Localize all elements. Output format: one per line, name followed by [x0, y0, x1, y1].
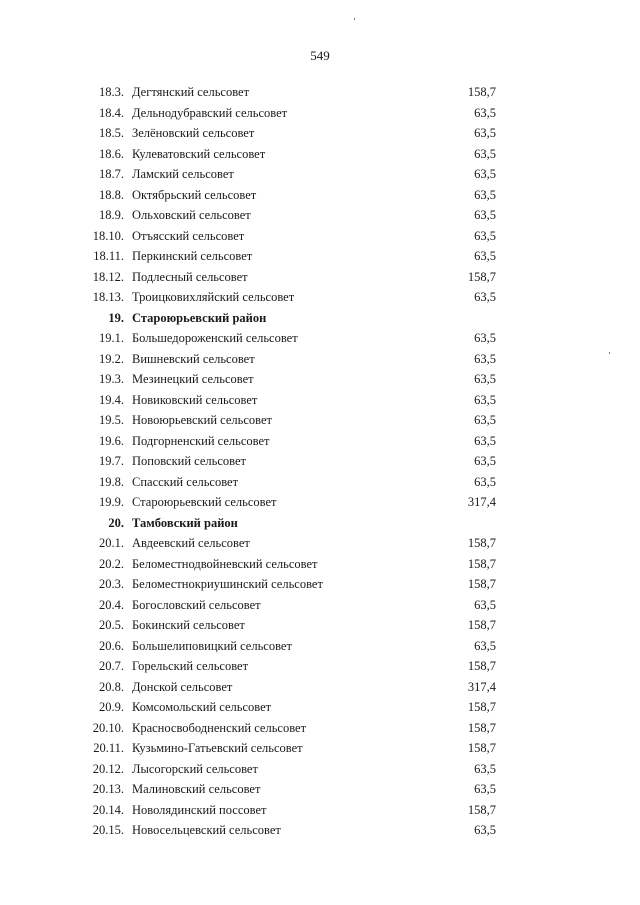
- district-name: Тамбовский район: [132, 515, 238, 530]
- scan-speck: [354, 18, 355, 20]
- list-row: [0, 82, 640, 103]
- district-header-row: [0, 308, 640, 329]
- settlement-name: Бокинский сельсовет: [132, 618, 245, 632]
- row-number: 20.10.: [92, 720, 124, 735]
- settlement-name: Вишневский сельсовет: [132, 351, 255, 366]
- settlement-name: Подлесный сельсовет: [132, 269, 248, 284]
- settlement-name: Кулеватовский сельсовет: [132, 146, 266, 161]
- list-row: [0, 123, 640, 144]
- list-row: [0, 144, 640, 165]
- settlement-name: Ламский сельсовет: [132, 167, 234, 181]
- settlement-name: Ольховский сельсовет: [132, 208, 251, 222]
- settlement-name: Дегтянский сельсовет: [132, 85, 250, 99]
- list-row: [0, 103, 640, 124]
- allocation-value: 63,5: [474, 290, 496, 304]
- scan-speck: [609, 352, 610, 354]
- settlement-name: Мезинецкий сельсовет: [132, 372, 254, 386]
- row-number: 20.: [108, 515, 124, 530]
- settlement-name: Новоюрьевский сельсовет: [132, 413, 272, 427]
- row-number: 19.9.: [99, 495, 124, 509]
- row-number: 19.3.: [99, 372, 124, 386]
- row-number: 18.13.: [92, 290, 124, 304]
- row-number: 19.7.: [99, 454, 124, 468]
- list-row: [0, 759, 640, 780]
- allocation-value: 63,5: [474, 433, 496, 448]
- list-row: [0, 369, 640, 390]
- row-number: 19.2.: [99, 351, 124, 366]
- list-row: [0, 718, 640, 739]
- allocation-value: 158,7: [467, 720, 496, 735]
- settlement-name: Лысогорский сельсовет: [132, 761, 258, 776]
- allocation-value: 317,4: [467, 679, 496, 694]
- allocation-value: 158,7: [467, 85, 496, 99]
- row-number: 18.12.: [92, 269, 124, 284]
- list-row: [0, 615, 640, 636]
- row-number: 19.: [108, 310, 124, 325]
- allocation-value: 63,5: [474, 228, 496, 243]
- row-number: 19.6.: [99, 433, 124, 448]
- list-row: [0, 554, 640, 575]
- settlement-name: Новолядинский поссовет: [132, 802, 267, 817]
- allocation-value: 63,5: [474, 454, 496, 468]
- row-number: 20.7.: [99, 659, 124, 673]
- settlement-name: Красносвободненский сельсовет: [132, 720, 307, 735]
- list-row: [0, 533, 640, 554]
- row-number: 18.11.: [93, 249, 124, 263]
- list-row: [0, 349, 640, 370]
- allocation-value: 158,7: [467, 577, 496, 591]
- settlement-name: Новиковский сельсовет: [132, 392, 258, 407]
- list-row: [0, 800, 640, 821]
- allocation-value: 63,5: [474, 208, 496, 222]
- list-row: [0, 779, 640, 800]
- allocation-value: 63,5: [474, 249, 496, 263]
- row-number: 20.4.: [99, 597, 124, 612]
- row-number: 20.6.: [99, 638, 124, 653]
- list-row: [0, 820, 640, 841]
- row-number: 18.7.: [99, 167, 124, 181]
- allocation-value: 158,7: [467, 659, 496, 673]
- settlement-name: Беломестнодвойневский сельсовет: [132, 556, 318, 571]
- row-number: 18.3.: [99, 85, 124, 99]
- allocation-value: 63,5: [474, 372, 496, 386]
- row-number: 20.14.: [92, 802, 124, 817]
- list-row: [0, 595, 640, 616]
- settlement-name: Горельский сельсовет: [132, 659, 249, 673]
- allocation-value: 158,7: [467, 700, 496, 714]
- row-number: 20.11.: [93, 741, 124, 755]
- settlement-name: Зелёновский сельсовет: [132, 126, 255, 140]
- allocation-value: 63,5: [474, 782, 496, 796]
- allocation-value: 63,5: [474, 597, 496, 612]
- allocation-value: 63,5: [474, 105, 496, 120]
- settlement-name: Новосельцевский сельсовет: [132, 823, 281, 837]
- list-row: [0, 451, 640, 472]
- allocation-value: 158,7: [467, 802, 496, 817]
- allocation-value: 63,5: [474, 146, 496, 161]
- settlement-name: Донской сельсовет: [132, 679, 233, 694]
- settlement-name: Большелиповицкий сельсовет: [132, 638, 292, 653]
- allocation-value: 63,5: [474, 761, 496, 776]
- list-row: [0, 328, 640, 349]
- list-row: [0, 738, 640, 759]
- allocation-value: 63,5: [474, 474, 496, 489]
- list-row: [0, 492, 640, 513]
- list-row: [0, 472, 640, 493]
- list-row: [0, 431, 640, 452]
- allocation-list: [0, 82, 640, 841]
- list-row: [0, 410, 640, 431]
- row-number: 19.5.: [99, 413, 124, 427]
- settlement-name: Перкинский сельсовет: [132, 249, 253, 263]
- allocation-value: 63,5: [474, 187, 496, 202]
- settlement-name: Староюрьевский сельсовет: [132, 495, 277, 509]
- settlement-name: Отъясский сельсовет: [132, 228, 245, 243]
- settlement-name: Авдеевский сельсовет: [132, 536, 250, 550]
- row-number: 20.8.: [99, 679, 124, 694]
- row-number: 19.8.: [99, 474, 124, 489]
- allocation-value: 63,5: [474, 331, 496, 345]
- row-number: 18.5.: [99, 126, 124, 140]
- list-row: [0, 390, 640, 411]
- row-number: 20.2.: [99, 556, 124, 571]
- list-row: [0, 677, 640, 698]
- row-number: 19.4.: [99, 392, 124, 407]
- row-number: 18.4.: [99, 105, 124, 120]
- list-row: [0, 636, 640, 657]
- allocation-value: 63,5: [474, 167, 496, 181]
- row-number: 18.10.: [92, 228, 124, 243]
- row-number: 18.9.: [99, 208, 124, 222]
- settlement-name: Малиновский сельсовет: [132, 782, 261, 796]
- row-number: 20.15.: [92, 823, 124, 837]
- allocation-value: 158,7: [467, 556, 496, 571]
- allocation-value: 63,5: [474, 126, 496, 140]
- allocation-value: 63,5: [474, 392, 496, 407]
- settlement-name: Комсомольский сельсовет: [132, 700, 272, 714]
- list-row: [0, 246, 640, 267]
- settlement-name: Подгорненский сельсовет: [132, 433, 270, 448]
- settlement-name: Дельнодубравский сельсовет: [132, 105, 288, 120]
- list-row: [0, 697, 640, 718]
- list-row: [0, 574, 640, 595]
- settlement-name: Спасский сельсовет: [132, 474, 239, 489]
- allocation-value: 317,4: [467, 495, 496, 509]
- allocation-value: 63,5: [474, 413, 496, 427]
- row-number: 18.8.: [99, 187, 124, 202]
- list-row: [0, 656, 640, 677]
- settlement-name: Беломестнокриушинский сельсовет: [132, 577, 323, 591]
- row-number: 20.9.: [99, 700, 124, 714]
- row-number: 20.1.: [99, 536, 124, 550]
- district-header-row: [0, 513, 640, 534]
- row-number: 20.13.: [92, 782, 124, 796]
- settlement-name: Поповский сельсовет: [132, 454, 246, 468]
- list-row: [0, 287, 640, 308]
- list-row: [0, 205, 640, 226]
- list-row: [0, 267, 640, 288]
- list-row: [0, 185, 640, 206]
- row-number: 19.1.: [99, 331, 124, 345]
- allocation-value: 63,5: [474, 351, 496, 366]
- allocation-value: 158,7: [467, 269, 496, 284]
- allocation-value: 63,5: [474, 638, 496, 653]
- row-number: 20.3.: [99, 577, 124, 591]
- district-name: Староюрьевский район: [132, 310, 267, 325]
- allocation-value: 63,5: [474, 823, 496, 837]
- allocation-value: 158,7: [467, 741, 496, 755]
- settlement-name: Кузьмино-Гатьевский сельсовет: [132, 741, 303, 755]
- settlement-name: Большедороженский сельсовет: [132, 331, 298, 345]
- settlement-name: Богословский сельсовет: [132, 597, 261, 612]
- settlement-name: Октябрьский сельсовет: [132, 187, 257, 202]
- row-number: 18.6.: [99, 146, 124, 161]
- page-number: 549: [310, 48, 330, 63]
- allocation-value: 158,7: [467, 536, 496, 550]
- list-row: [0, 226, 640, 247]
- settlement-name: Троицковихляйский сельсовет: [132, 290, 295, 304]
- allocation-value: 158,7: [467, 618, 496, 632]
- row-number: 20.12.: [92, 761, 124, 776]
- list-row: [0, 164, 640, 185]
- row-number: 20.5.: [99, 618, 124, 632]
